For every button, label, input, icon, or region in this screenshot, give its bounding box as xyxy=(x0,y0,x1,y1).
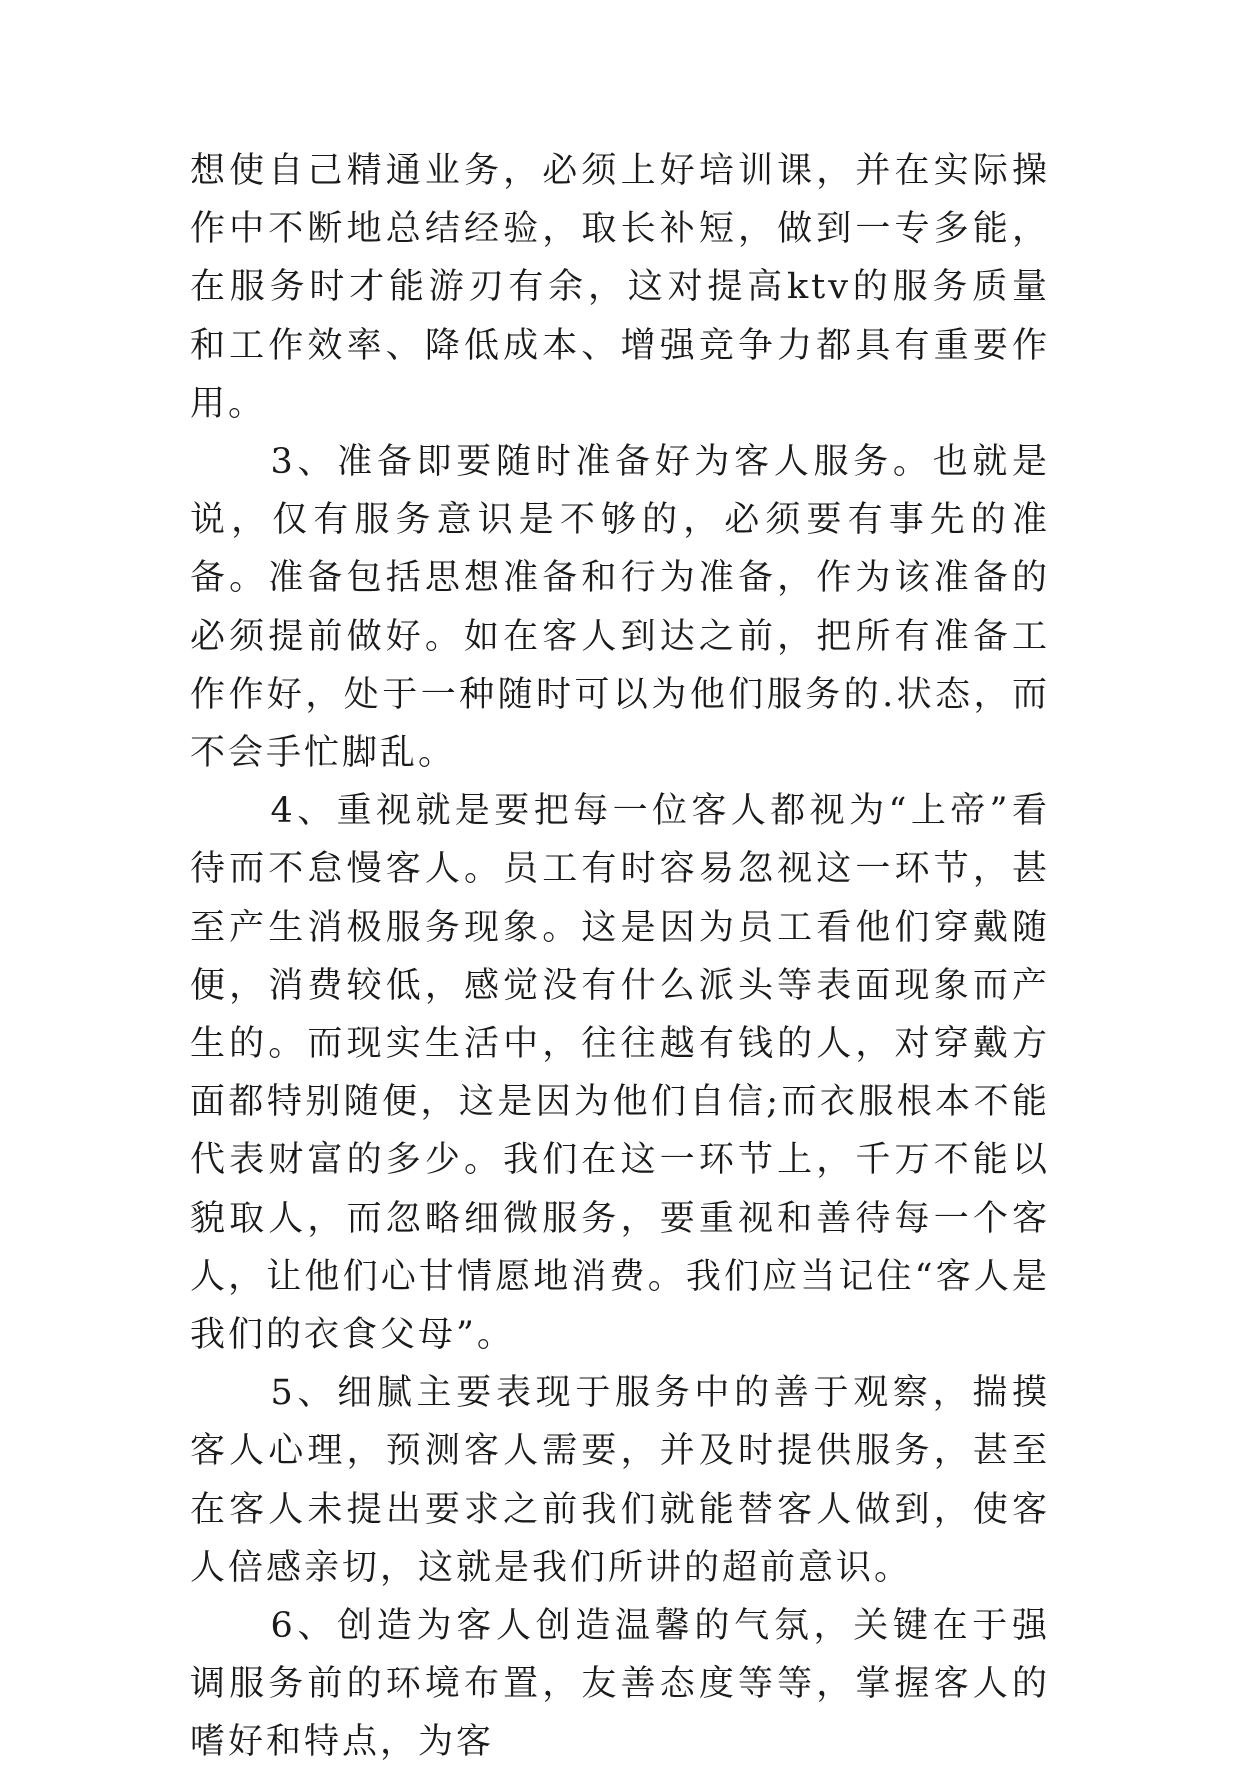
paragraph-item-6: 6、创造为客人创造温馨的气氛，关键在于强调服务前的环境布置，友善态度等等，掌握客人的嗜好和特点，为客 xyxy=(190,1606,1050,1763)
paragraph-continuation: 想使自己精通业务，必须上好培训课，并在实际操作中不断地总结经验，取长补短，做到一专多能，在服务时才能游刃有余，这对提高ktv的服务质量和工作效率、降低成本、增强竞争力都具有重要作用。 xyxy=(190,151,1050,424)
paragraph-item-3: 3、准备即要随时准备好为客人服务。也就是说，仅有服务意识是不够的，必须要有事先的准备。准备包括思想准备和行为准备，作为该准备的必须提前做好。如在客人到达之前，把所有准备工作作好，处于一种随时可以为他们服务的.状态，而不会手忙脚乱。 xyxy=(190,442,1050,774)
paragraph-item-5: 5、细腻主要表现于服务中的善于观察，揣摸客人心理，预测客人需要，并及时提供服务，甚至在客人未提出要求之前我们就能替客人做到，使客人倍感亲切，这就是我们所讲的超前意识。 xyxy=(190,1373,1050,1588)
document-body xyxy=(190,142,1050,1772)
paragraph-item-4: 4、重视就是要把每一位客人都视为“上帝”看待而不怠慢客人。员工有时容易忽视这一环节，甚至产生消极服务现象。这是因为员工看他们穿戴随便，消费较低，感觉没有什么派头等表面现象而产生的。而现实生活中，往往越有钱的人，对穿戴方面都特别随便，这是因为他们自信;而衣服根本不能代表财富的多少。我们在这一环节上，千万不能以貌取人，而忽略细微服务，要重视和善待每一个客人，让他们心甘情愿地消费。我们应当记住“客人是我们的衣食父母”。 xyxy=(190,791,1050,1356)
